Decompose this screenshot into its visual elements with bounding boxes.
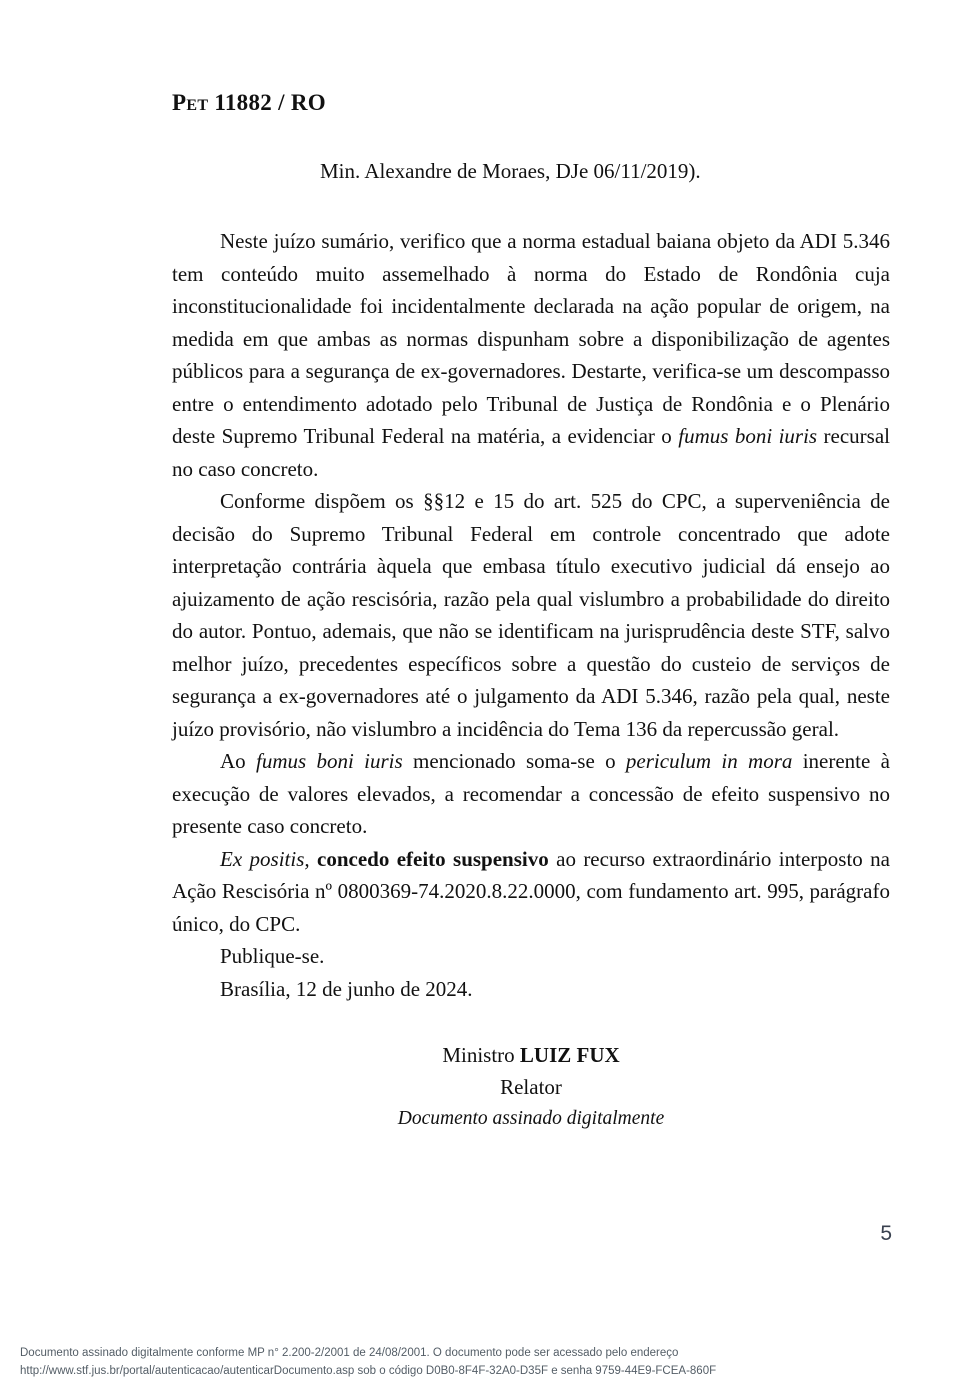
publish-order: Publique-se. [220,944,325,968]
paragraph-4-text-end: ao recurso extraordinário interposto na Ação Rescisória nº 0800369-74.2020.8.22.0000, com fundamento art. 995, parágrafo único, do CPC. [172,846,890,936]
latin-term-ex-positis: Ex positis, [220,846,310,871]
authentication-footer [20,1345,716,1380]
citation-reference: Min. Alexandre de Moraes, DJe 06/11/2019). [320,159,701,183]
page-number: 5 [880,1222,892,1245]
document-content [172,0,890,1135]
paragraph-1-text-end: recursal no caso concreto. [172,424,890,481]
minister-name: LUIZ FUX [519,1043,620,1067]
latin-term-fumus-boni-iuris-2: fumus boni iuris [256,749,403,773]
case-identifier: Pet 11882 / RO [172,90,326,115]
decision-body [172,225,890,1005]
paragraph-2-text: Conforme dispõem os §§12 e 15 do art. 525 do CPC, a superveniência de decisão do Supremo Tribunal Federal em controle concentrado que adote interpretação contrária àquela que embasa título executivo judicial dá ensejo ao ajuizamento de ação rescisória, razão pela qual vislumbro a probabilidade do direito do autor. Pontuo, ademais, que não se identificam na jurisprudência deste STF, salvo melhor juízo, precedentes específicos sobre a questão do custeio de serviços de segurança a ex-governadores até o julgamento da ADI 5.346, razão pela qual, neste juízo provisório, não vislumbro a incidência do Tema 136 da repercussão geral. [172,489,890,741]
paragraph-3-text-mid: mencionado soma-se o [402,749,626,773]
latin-term-fumus-boni-iuris: fumus boni iuris [678,424,818,448]
paragraph-2 [172,485,890,745]
minister-role: Relator [500,1075,562,1099]
paragraph-3-text: Ao [220,749,256,773]
paragraph-3 [172,745,890,843]
paragraph-4-space [310,847,317,871]
signature-block [172,1039,890,1135]
footer-line-1: Documento assinado digitalmente conforme MP n° 2.200-2/2001 de 24/08/2001. O documento pode ser acessado pelo endereço [20,1347,679,1359]
paragraph-3-text-end: inerente à execução de valores elevados, a recomendar a concessão de efeito suspensivo no presente caso concreto. [172,749,890,838]
footer-line-2: http://www.stf.jus.br/portal/autenticacao/autenticarDocumento.asp sob o código D0B0-8F4F-32A0-D35F e senha 9759-44E9-FCEA-860F [20,1364,717,1377]
paragraph-4-ruling [172,843,890,941]
date-line: Brasília, 12 de junho de 2024. [220,976,473,1001]
minister-line [172,1039,890,1071]
paragraph-1-text: Neste juízo sumário, verifico que a norma estadual baiana objeto da ADI 5.346 tem conteúdo muito assemelhado à norma do Estado de Rondônia cuja inconstitucionalidade foi incidentalmente declarada na ação popular de origem, na medida em que ambas as normas dispunham sobre a disponibilização de agentes públicos para a segurança de ex-governadores. Destarte, verifica-se um descompasso entre o entendimento adotado pelo Tribunal de Justiça de Rondônia e o Plenário deste Supremo Tribunal Federal na matéria, a evidenciar o [172,229,890,448]
ruling-emphasis: concedo efeito suspensivo [317,846,549,871]
minister-prefix: Ministro [442,1043,520,1067]
latin-term-periculum-in-mora: periculum in mora [625,749,793,773]
digital-signature-note: Documento assinado digitalmente [397,1108,665,1129]
paragraph-1 [172,225,890,485]
